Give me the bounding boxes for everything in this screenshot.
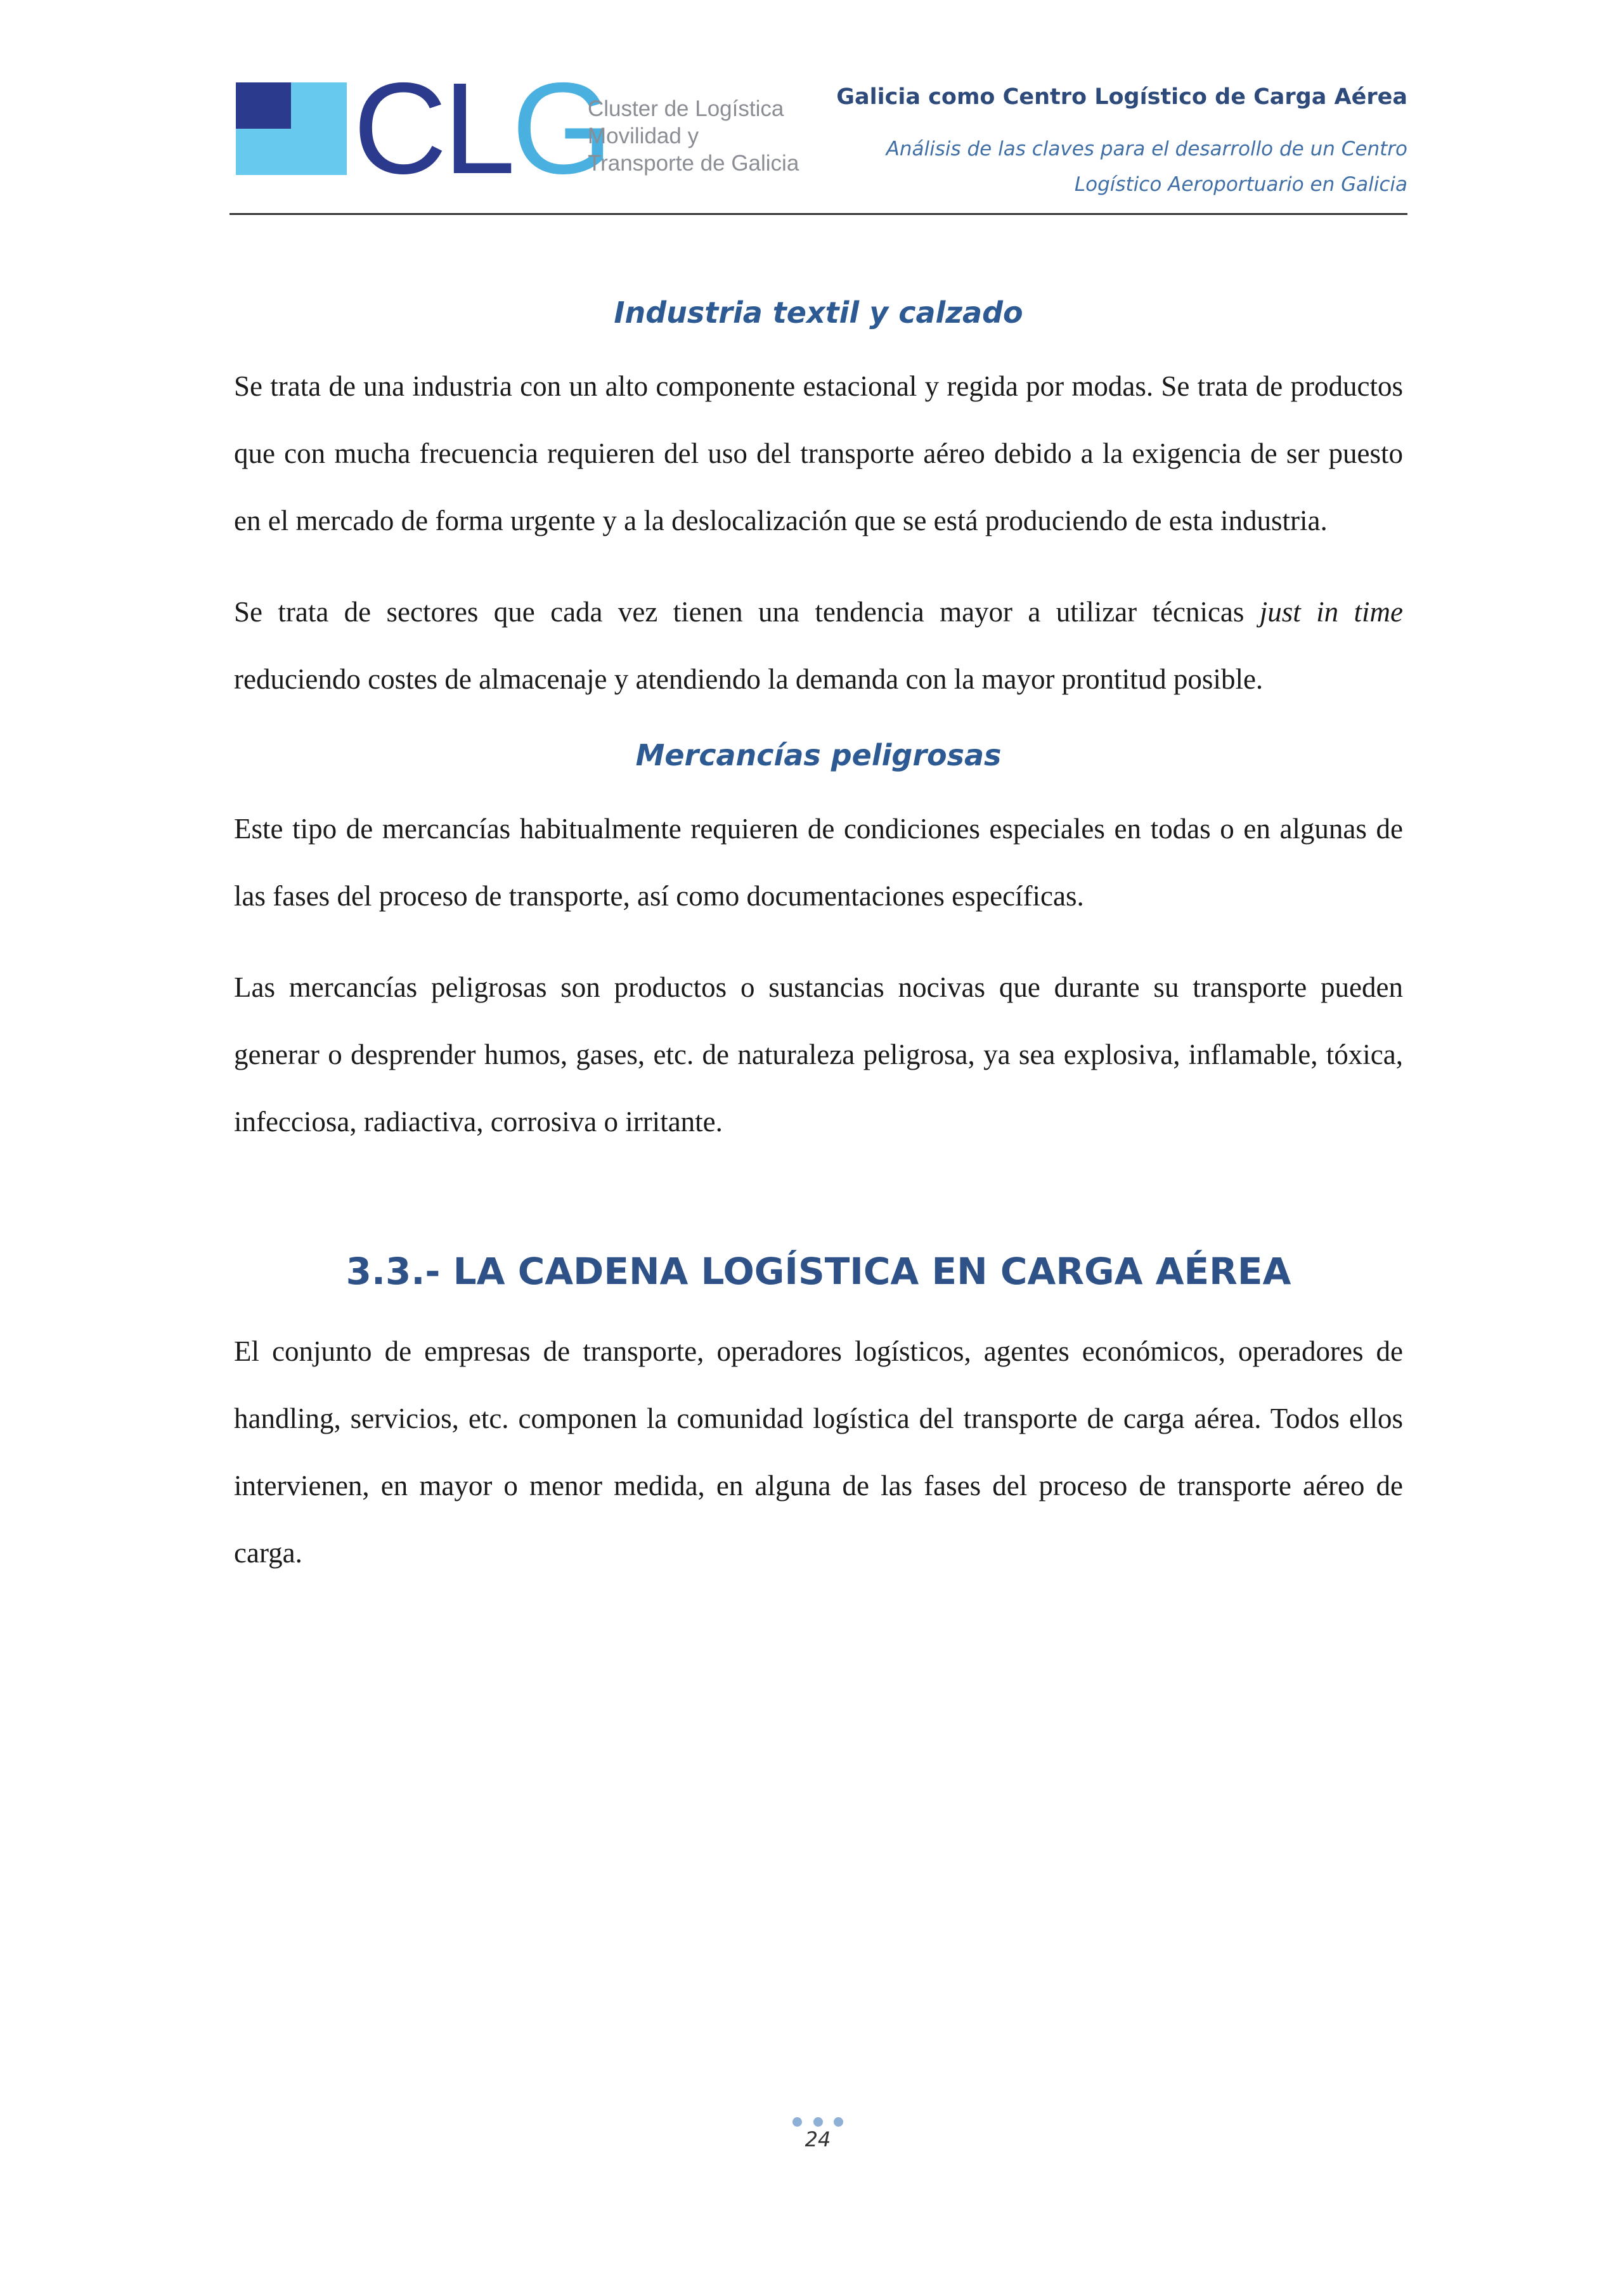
paragraph-textil-2-start: Se trata de sectores que cada vez tienen una tendencia mayor a utilizar técnicas xyxy=(234,596,1260,628)
section-title-cadena: 3.3.- LA CADENA LOGÍSTICA EN CARGA AÉREA xyxy=(346,1250,1291,1293)
footer-dot xyxy=(792,2117,802,2127)
footer-dot xyxy=(834,2117,843,2127)
paragraph-peligrosas-2: Las mercancías peligrosas son productos o sustancias nocivas que durante su transporte pueden generar o desprender humos, gases, etc. de naturaleza peligrosa, ya sea explosiva, inflamable, tóxica, infecciosa, radiactiva, corrosiva o irritante. xyxy=(234,971,1403,1138)
clg-logo xyxy=(236,56,806,201)
logo-letters-cl: CL xyxy=(353,56,512,201)
paragraph-peligrosas-1: Este tipo de mercancías habitualmente requieren de condiciones especiales en todas o en algunas de las fases del proceso de transporte, así como documentaciones específicas. xyxy=(234,813,1403,912)
logo-text-line-2: Movilidad y xyxy=(588,124,699,148)
paragraph-textil-1: Se trata de una industria con un alto componente estacional y regida por modas. Se trata de productos que con mucha frecuencia requieren del uso del transporte aéreo debido a la exigencia de ser puesto en el mercado de forma urgente y a la deslocalización que se está produciendo de esta industria. xyxy=(234,370,1403,536)
header-titles xyxy=(773,76,1407,202)
subheading-textil: Industria textil y calzado xyxy=(614,295,1023,330)
page-content xyxy=(234,278,1403,1586)
subheading-peligrosas: Mercancías peligrosas xyxy=(635,738,1002,772)
italic-just-in-time: just in time xyxy=(1259,596,1403,628)
logo-square-dark xyxy=(236,82,291,129)
document-subtitle xyxy=(773,131,1407,202)
paragraph-cadena-1: El conjunto de empresas de transporte, operadores logísticos, agentes económicos, operadores de handling, servicios, etc. componen la comunidad logística del transporte de carga aérea. Todos ellos intervienen, en mayor o menor medida, en alguna de las fases del proceso de transporte aéreo de carga. xyxy=(234,1335,1403,1569)
paragraph-textil-2-end: reduciendo costes de almacenaje y atendiendo la demanda con la mayor prontitud posible. xyxy=(234,663,1264,695)
footer-dot xyxy=(813,2117,823,2127)
logo-letters xyxy=(353,56,609,201)
document-title: Galicia como Centro Logístico de Carga Aérea xyxy=(836,84,1407,110)
logo-letters-g: G xyxy=(512,56,609,201)
page-number: 24 xyxy=(805,2127,831,2151)
logo-text-line-1: Cluster de Logística xyxy=(588,96,784,121)
paragraph-textil-2 xyxy=(234,578,1403,713)
page-header xyxy=(230,56,1407,214)
logo-text-line-3: Transporte de Galicia xyxy=(588,151,799,176)
document-subtitle-line-1: Análisis de las claves para el desarrollo de un Centro xyxy=(886,138,1407,160)
header-divider xyxy=(230,213,1407,215)
logo-text xyxy=(588,95,799,177)
document-subtitle-line-2: Logístico Aeroportuario en Galicia xyxy=(1074,173,1407,196)
